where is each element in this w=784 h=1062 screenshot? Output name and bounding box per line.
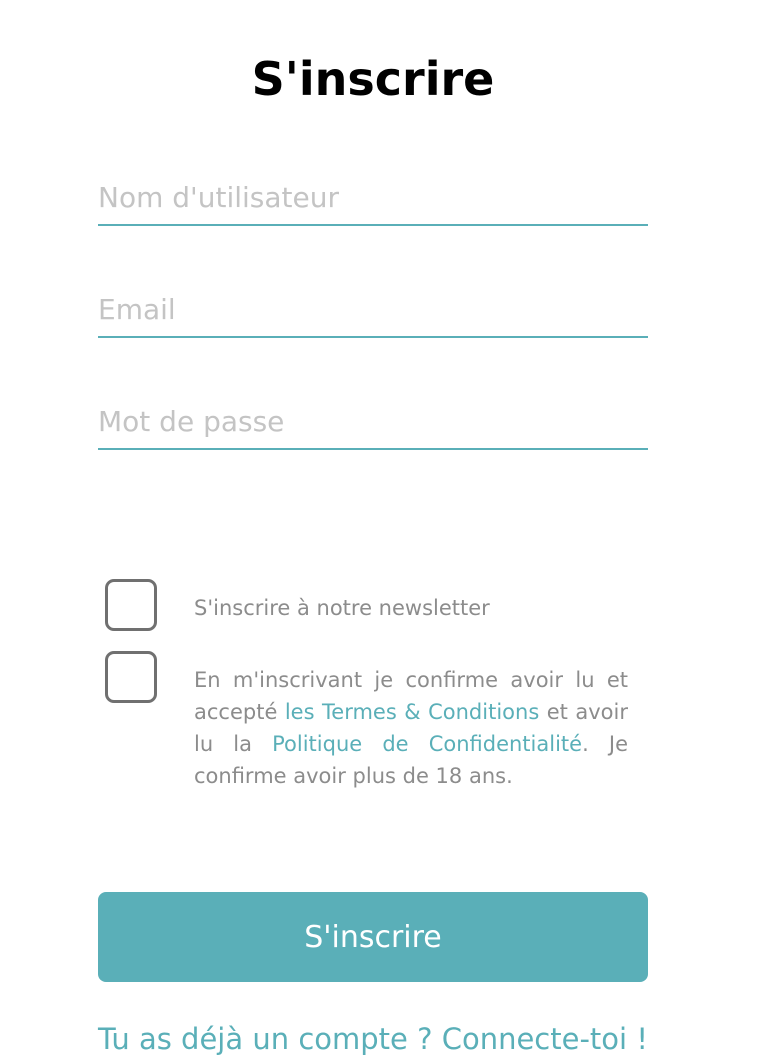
newsletter-checkbox[interactable] — [105, 579, 157, 631]
terms-text-middle: et avoir lu la — [194, 700, 628, 756]
login-link[interactable]: Tu as déjà un compte ? Connecte-toi ! — [98, 1022, 648, 1056]
terms-label — [194, 664, 628, 792]
terms-text-before: En m'inscrivant je confirme avoir lu et accepté — [194, 668, 628, 724]
privacy-policy-link[interactable]: Politique de Confidentialité — [272, 732, 583, 756]
password-input[interactable] — [98, 394, 648, 450]
signup-button[interactable]: S'inscrire — [98, 892, 648, 982]
email-input[interactable] — [98, 282, 648, 338]
username-input[interactable] — [98, 170, 648, 226]
terms-conditions-link[interactable]: les Termes & Conditions — [284, 700, 540, 724]
page-title: S'inscrire — [251, 52, 495, 106]
terms-checkbox[interactable] — [105, 651, 157, 703]
terms-text-after: . Je confirme avoir plus de 18 ans. — [194, 732, 629, 788]
newsletter-label: S'inscrire à notre newsletter — [194, 596, 490, 620]
